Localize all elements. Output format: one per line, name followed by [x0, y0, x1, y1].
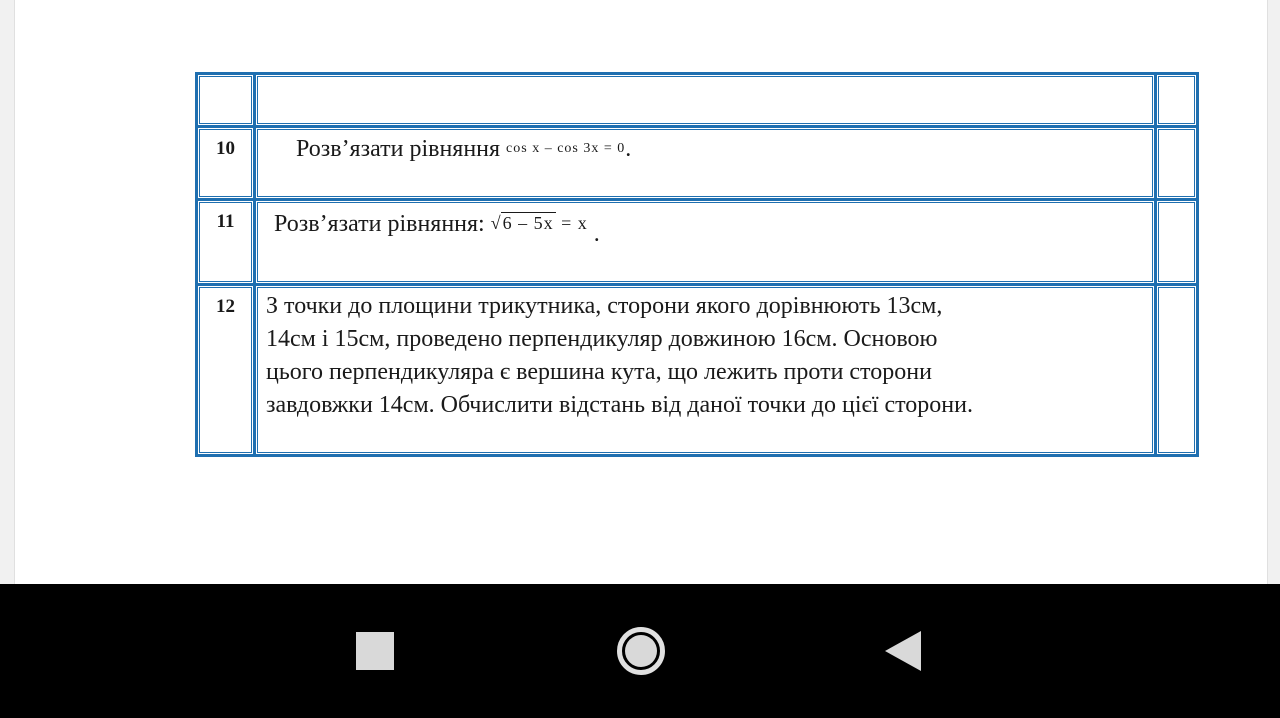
recent-apps-button[interactable] [325, 584, 425, 718]
table-row [197, 127, 1198, 200]
home-button[interactable] [591, 584, 691, 718]
circle-icon [617, 627, 665, 675]
table-row [197, 200, 1198, 285]
score-cell [1156, 200, 1198, 285]
task-number: 10 [216, 138, 235, 159]
equation: √6 – 5x = x [490, 213, 588, 233]
radicand: 6 – 5x [502, 213, 554, 233]
equation: cos x – cos 3x = 0 [506, 141, 626, 156]
score-cell [1156, 127, 1198, 200]
task-prompt: Розв’язати рівняння: [274, 211, 485, 237]
back-button[interactable] [853, 584, 953, 718]
back-triangle-icon [885, 631, 921, 671]
task-prompt: Розв’язати рівняння [296, 136, 501, 162]
score-cell [1156, 285, 1198, 456]
circle-icon-inner [625, 635, 657, 667]
table-row [197, 285, 1198, 456]
task-10-text [256, 128, 1154, 163]
task-cell [255, 285, 1156, 456]
task-number-cell [197, 127, 255, 200]
table-row [197, 74, 1198, 127]
task-cell [255, 200, 1156, 285]
task-number: 11 [216, 211, 235, 232]
equation-rhs: = x [561, 213, 588, 233]
task-number: 12 [216, 296, 235, 317]
period: . [593, 221, 600, 247]
task-cell [255, 74, 1156, 127]
document-page [14, 0, 1268, 584]
score-cell [1156, 74, 1198, 127]
task-number-cell [197, 285, 255, 456]
android-navigation-bar [0, 584, 1280, 718]
task-11-text [256, 201, 1154, 248]
number-cell [197, 74, 255, 127]
period: . [625, 136, 632, 162]
tasks-table [195, 72, 1199, 457]
square-icon [356, 632, 394, 670]
task-number-cell [197, 200, 255, 285]
task-cell [255, 127, 1156, 200]
task-12-text: З точки до площини трикутника, сторони якого дорівнюють 13см, 14см і 15см, проведено перпендикуляр довжиною 16см. Основою цього перпендикуляра є вершина кута, що лежить проти сторони завдовжки 14см. Обчислити відстань від даної точки до цієї сторони. [266, 293, 973, 418]
